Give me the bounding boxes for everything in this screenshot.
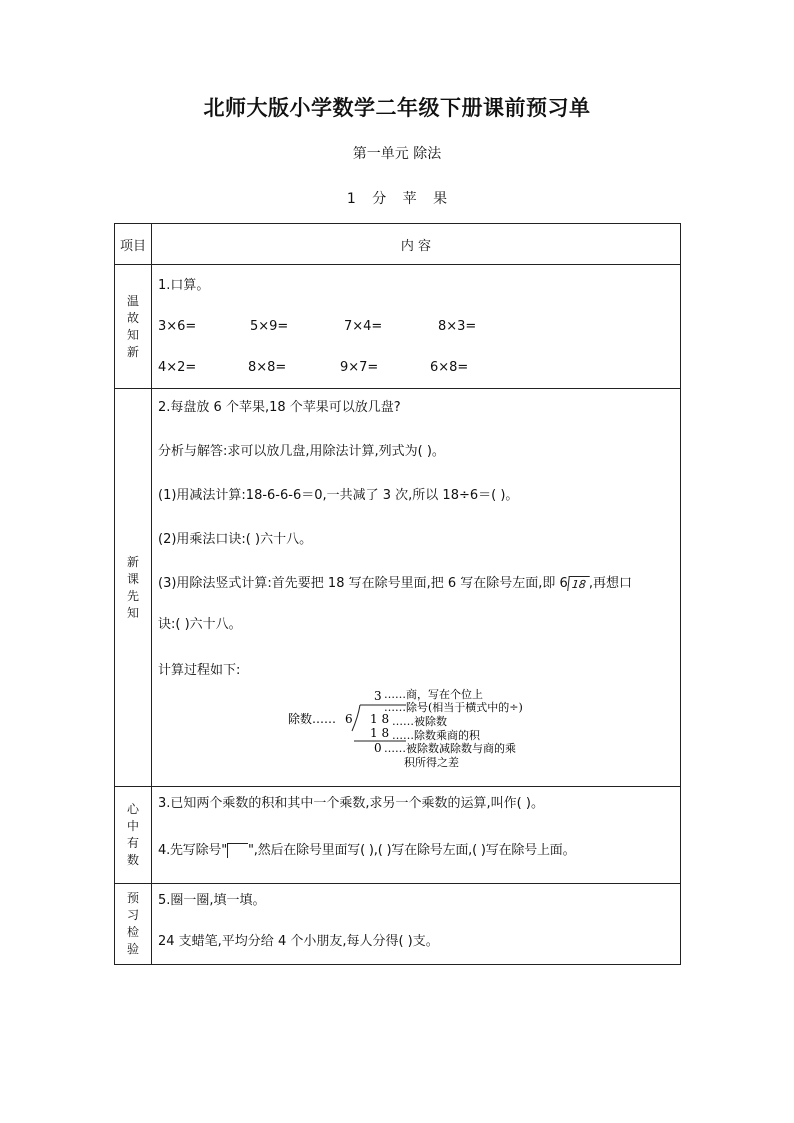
quotient: 3 bbox=[374, 689, 382, 703]
calc-item: 9×7= bbox=[340, 360, 379, 375]
category-preview-check: 预习检验 bbox=[126, 891, 139, 956]
step3 bbox=[158, 563, 680, 604]
remainder: 0 bbox=[374, 741, 382, 755]
section-new-lesson bbox=[115, 389, 681, 787]
note-quotient: ……商，写在个位上 bbox=[384, 688, 483, 701]
calc-item: 4×2= bbox=[158, 360, 197, 375]
division-symbol-icon: 18 bbox=[567, 576, 590, 591]
q4-text-b: ",然后在除号里面写( ),( )写在除号左面,( )写在除号上面。 bbox=[247, 843, 576, 858]
q3: 3.已知两个乘数的积和其中一个乘数,求另一个乘数的运算,叫作( )。 bbox=[158, 796, 544, 811]
divisor-label: 除数…… bbox=[288, 712, 337, 726]
calc-row-1 bbox=[158, 306, 680, 347]
step3-text: (3)用除法竖式计算:首先要把 18 写在除号里面,把 6 写在除号左面,即 6 bbox=[158, 576, 568, 591]
category-understanding: 心中有数 bbox=[126, 802, 139, 867]
section-review bbox=[115, 265, 681, 389]
calc-item: 5×9= bbox=[250, 319, 289, 334]
q5-text: 24 支蜡笔,平均分给 4 个小朋友,每人分得( )支。 bbox=[158, 934, 439, 949]
divisor: 6 bbox=[345, 712, 353, 726]
analysis: 分析与解答:求可以放几盘,用除法计算,列式为( )。 bbox=[158, 444, 445, 459]
q2-title: 2.每盘放 6 个苹果,18 个苹果可以放几盘? bbox=[158, 400, 401, 415]
division-sign-icon bbox=[227, 843, 248, 858]
calc-item: 8×8= bbox=[248, 360, 287, 375]
page-title: 北师大版小学数学二年级下册课前预习单 bbox=[203, 96, 591, 120]
product: 1 8 bbox=[370, 726, 390, 740]
step3-text-b: ,再想口 bbox=[588, 576, 632, 591]
dividend: 1 8 bbox=[370, 712, 390, 726]
category-review: 温故知新 bbox=[126, 293, 139, 359]
step3-continued: 诀:( )六十八。 bbox=[158, 617, 242, 632]
table-header-row bbox=[115, 224, 681, 265]
calc-item: 6×8= bbox=[430, 360, 469, 375]
calc-item: 7×4= bbox=[344, 319, 383, 334]
division-bracket bbox=[352, 705, 360, 731]
note-remainder: ……被除数减除数与商的乘 bbox=[384, 742, 516, 755]
header-project: 项目 bbox=[115, 224, 152, 265]
unit-title: 第一单元 除法 bbox=[352, 146, 442, 162]
q1-title: 1.口算。 bbox=[158, 278, 210, 293]
note-division-sign: ……除号(相当于横式中的÷) bbox=[384, 701, 523, 714]
lesson-title: 1 分 苹 果 bbox=[346, 191, 448, 207]
long-division-diagram bbox=[158, 688, 680, 783]
note-product: ……除数乘商的积 bbox=[392, 729, 480, 742]
q5: 5.圈一圈,填一填。 bbox=[158, 893, 266, 908]
calc-item: 3×6= bbox=[158, 319, 197, 334]
preview-table bbox=[114, 223, 681, 965]
q4-text-a: 4.先写除号" bbox=[158, 843, 227, 858]
header-content: 内 容 bbox=[152, 224, 681, 265]
note-dividend: ……被除数 bbox=[392, 715, 447, 728]
step2: (2)用乘法口诀:( )六十八。 bbox=[158, 532, 313, 547]
calc-row-2 bbox=[158, 347, 680, 388]
section-understanding bbox=[115, 787, 681, 884]
step1: (1)用减法计算:18-6-6-6＝0,一共减了 3 次,所以 18÷6＝( )。 bbox=[158, 488, 519, 503]
process-label: 计算过程如下: bbox=[158, 663, 241, 678]
diagram-svg bbox=[288, 685, 708, 777]
q4 bbox=[158, 830, 680, 871]
section-preview-check bbox=[115, 884, 681, 965]
note-remainder-2: 积所得之差 bbox=[404, 756, 459, 769]
calc-item: 8×3= bbox=[438, 319, 477, 334]
category-new-lesson: 新课先知 bbox=[126, 554, 139, 620]
